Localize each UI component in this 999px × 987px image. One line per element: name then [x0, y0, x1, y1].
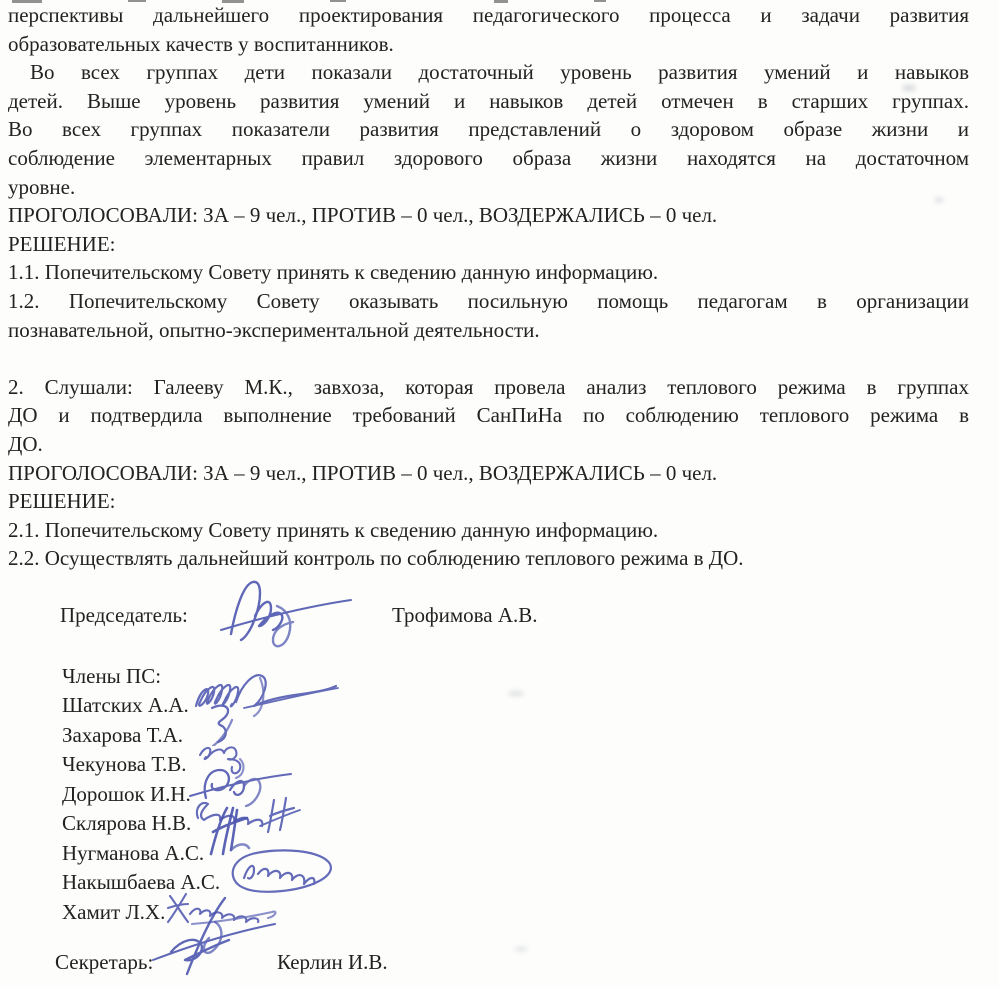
vote-line: ПРОГОЛОСОВАЛИ: ЗА – 9 чел., ПРОТИВ – 0 чел., ВОЗДЕРЖАЛИСЬ – 0 чел. — [8, 203, 718, 228]
text-line: Во всех группах показатели развития представлений о здоровом образе жизни и — [8, 117, 969, 142]
text-line: уровне. — [8, 174, 76, 199]
decision-item: 1.1. Попечительскому Совету принять к сведению данную информацию. — [8, 260, 659, 285]
members-label: Члены ПС: — [62, 664, 162, 689]
text-line: перспективы дальнейшего проектирования педагогического процесса и задачи развития — [8, 3, 969, 27]
agenda-item-line: ДО. — [8, 431, 43, 456]
decision-item: 2.1. Попечительскому Совету принять к сведению данную информацию. — [8, 517, 659, 542]
decision-item: 2.2. Осуществлять дальнейший контроль по соблюдению теплового режима в ДО. — [8, 546, 744, 571]
member-name: Шатских А.А. — [62, 693, 189, 718]
agenda-item-line: ДО и подтвердила выполнение требований СанПиНа по соблюдению теплового режима в — [8, 403, 969, 428]
secretary-name: Керлин И.В. — [277, 950, 388, 975]
decision-item: 1.2. Попечительскому Совету оказывать посильную помощь педагогам в организации — [8, 288, 969, 313]
member-name: Чекунова Т.В. — [62, 752, 187, 777]
vote-line: ПРОГОЛОСОВАЛИ: ЗА – 9 чел., ПРОТИВ – 0 чел., ВОЗДЕРЖАЛИСЬ – 0 чел. — [8, 460, 718, 485]
text-line: Во всех группах дети показали достаточный уровень развития умений и навыков — [30, 60, 969, 85]
member-name: Нугманова А.С. — [62, 840, 205, 865]
decision-item: познавательной, опытно-экспериментальной деятельности. — [8, 317, 540, 342]
member-name: Накышбаева А.С. — [62, 870, 221, 895]
decision-heading: РЕШЕНИЕ: — [8, 231, 116, 256]
member-name: Склярова Н.В. — [62, 811, 192, 836]
agenda-item-line: 2. Слушали: Галееву М.К., завхоза, которая провела анализ теплового режима в группах — [8, 374, 969, 399]
chairman-row — [8, 601, 969, 630]
secretary-row — [8, 948, 969, 977]
member-name: Хамит Л.Х. — [62, 899, 166, 924]
member-name: Дорошок И.Н. — [62, 781, 191, 806]
decision-heading: РЕШЕНИЕ: — [8, 489, 116, 514]
secretary-label: Секретарь: — [55, 950, 154, 975]
text-line: соблюдение элементарных правил здорового образа жизни находятся на достаточном — [8, 145, 969, 170]
member-name: Захарова Т.А. — [62, 722, 183, 747]
text-line: образовательных качеств у воспитанников. — [8, 31, 394, 56]
blank-line — [8, 344, 969, 373]
chairman-label: Председатель: — [60, 602, 188, 627]
chairman-name: Трофимова А.В. — [392, 602, 538, 627]
text-line: детей. Выше уровень развития умений и навыков детей отмечен в старших группах. — [8, 88, 969, 113]
